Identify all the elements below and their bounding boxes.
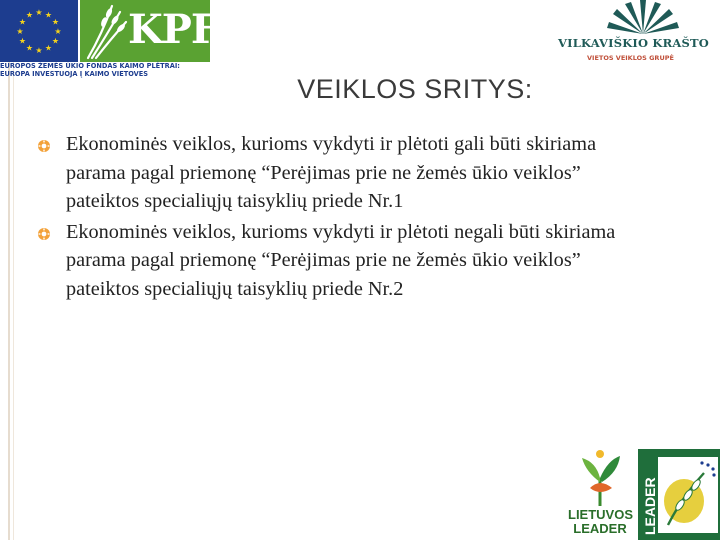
eu-star-icon: ★: [51, 36, 60, 46]
eu-star-icon: ★: [54, 27, 62, 36]
leader-emblem-icon: [658, 457, 718, 533]
list-item: [36, 218, 616, 304]
vilkaviskio-group-logo: [555, 0, 720, 70]
eu-leader-logo: [638, 449, 720, 540]
lietuvos-leader-text: [568, 508, 632, 536]
eu-star-icon: ★: [18, 36, 27, 46]
wheat-icon: [82, 0, 132, 62]
eu-star-icon: ★: [18, 17, 27, 27]
eu-stars-icon: [0, 0, 78, 62]
eu-star-icon: ★: [35, 46, 43, 55]
kpf-logo: [80, 0, 219, 62]
slide-title: VEIKLOS SRITYS:: [297, 74, 533, 104]
group-subtitle: VIETOS VEIKLOS GRUPĖ: [587, 54, 674, 62]
sprout-icon: [568, 448, 632, 508]
gear-bullet-icon: [37, 139, 51, 153]
gear-bullet-icon: [37, 227, 51, 241]
kpf-brand-text: KPF: [128, 6, 219, 53]
bullet-text: Ekonominės veiklos, kurioms vykdyti ir plėtoti negali būti skiriama parama pagal priemonę “Perėjimas prie ne žemės ūkio veiklos” pateiktos specialiųjų taisyklių priede Nr.2: [66, 220, 616, 300]
eu-star-icon: ★: [25, 43, 34, 53]
activity-list: [36, 130, 616, 305]
lietuvos-leader-line2: LEADER: [573, 521, 627, 536]
eu-star-icon: ★: [44, 10, 53, 20]
list-item: [36, 130, 616, 216]
eu-leader-vertical-label: [640, 449, 660, 540]
sunrise-fan-icon: [603, 0, 683, 36]
eu-star-icon: ★: [35, 8, 43, 17]
eu-caption-line2: EUROPA INVESTUOJA Į KAIMO VIETOVES: [0, 70, 149, 78]
eu-star-icon: ★: [16, 27, 24, 36]
eu-flag-icon: [0, 0, 78, 62]
eu-kpf-banner: [0, 0, 219, 78]
eu-caption-line1: EUROPOS ŽEMĖS ŪKIO FONDAS KAIMO PLĖTRAI:: [0, 62, 180, 70]
eu-star-icon: ★: [51, 17, 60, 27]
eu-star-icon: ★: [25, 10, 34, 20]
eu-leader-text: LEADER: [642, 477, 658, 535]
lietuvos-leader-logo: [568, 448, 632, 540]
lietuvos-leader-line1: LIETUVOS: [568, 507, 634, 522]
eu-star-icon: ★: [44, 43, 53, 53]
group-name: VILKAVIŠKIO KRAŠTO: [558, 36, 709, 50]
bullet-text: Ekonominės veiklos, kurioms vykdyti ir plėtoti gali būti skiriama parama pagal priemonę “Perėjimas prie ne žemės ūkio veiklos” pateiktos specialiųjų taisyklių priede Nr.1: [66, 133, 597, 212]
